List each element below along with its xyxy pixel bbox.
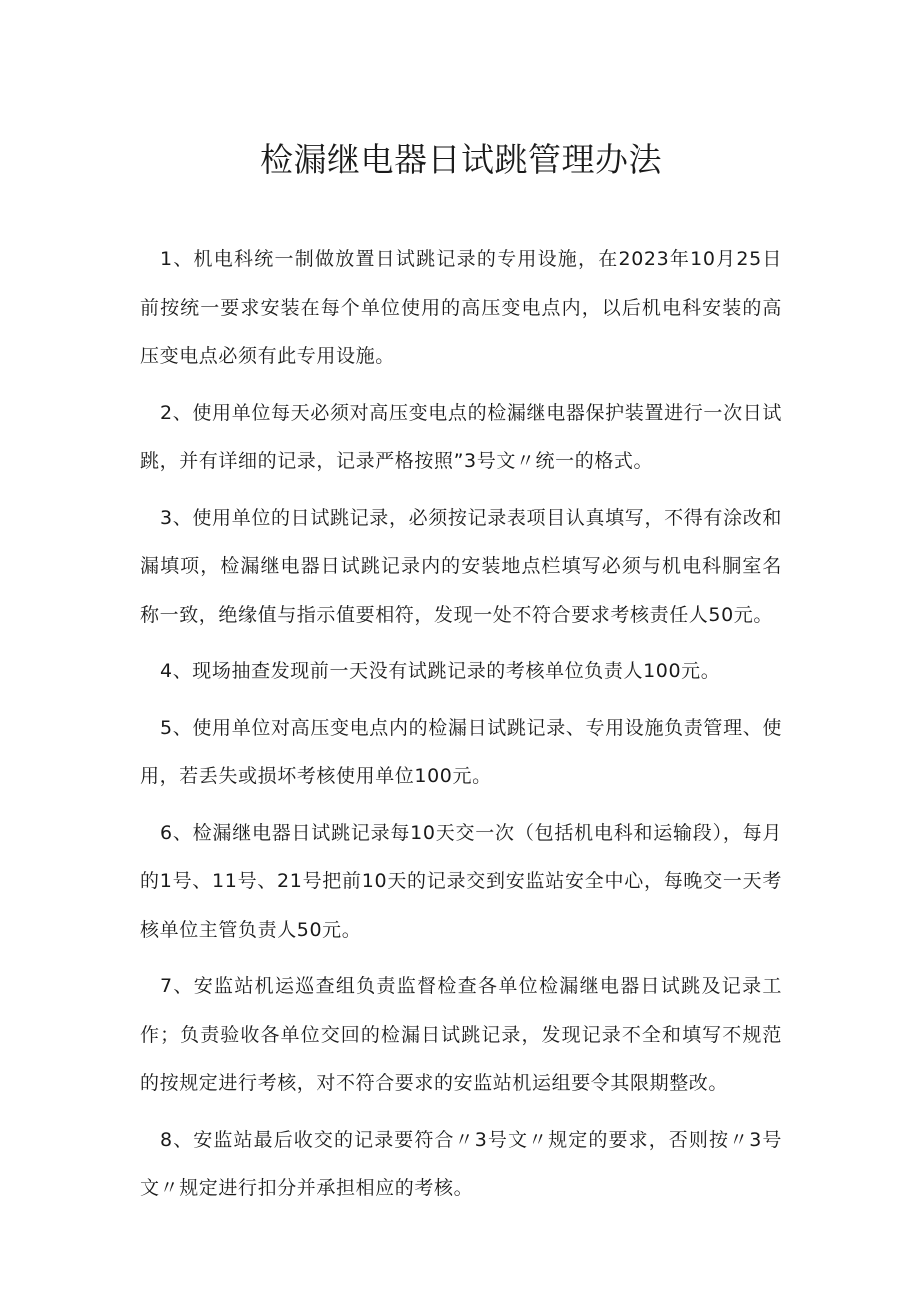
clause-2: 2、使用单位每天必须对高压变电点的检漏继电器保护装置进行一次日试跳，并有详细的记录，记录严格按照”3号文〃统一的格式。 [140, 401, 782, 472]
clause-5: 5、使用单位对高压变电点内的检漏日试跳记录、专用设施负责管理、使用，若丢失或损坏考核使用单位100元。 [140, 716, 782, 787]
document-title: 检漏继电器日试跳管理办法 [260, 140, 662, 179]
clause-7: 7、安监站机运巡查组负责监督检查各单位检漏继电器日试跳及记录工作；负责验收各单位交回的检漏日试跳记录，发现记录不全和填写不规范的按规定进行考核，对不符合要求的安监站机运组要令其限期整改。 [140, 975, 782, 1094]
clause-1: 1、机电科统一制做放置日试跳记录的专用设施，在2023年10月25日前按统一要求安装在每个单位使用的高压变电点内，以后机电科安装的高压变电点必须有此专用设施。 [140, 248, 782, 367]
clause-8: 8、安监站最后收交的记录要符合〃3号文〃规定的要求，否则按〃3号文〃规定进行扣分并承担相应的考核。 [140, 1128, 782, 1199]
clause-3: 3、使用单位的日试跳记录，必须按记录表项目认真填写，不得有涂改和漏填项，检漏继电器日试跳记录内的安装地点栏填写必须与机电科胴室名称一致，绝缘值与指示值要相符，发现一处不符合要求考核责任人50元。 [140, 506, 782, 626]
clause-6: 6、检漏继电器日试跳记录每10天交一次（包括机电科和运输段），每月的1号、11号、21号把前10天的记录交到安监站安全中心，每晚交一天考核单位主管负责人50元。 [140, 821, 782, 941]
clause-4: 4、现场抽查发现前一天没有试跳记录的考核单位负责人100元。 [160, 660, 721, 682]
